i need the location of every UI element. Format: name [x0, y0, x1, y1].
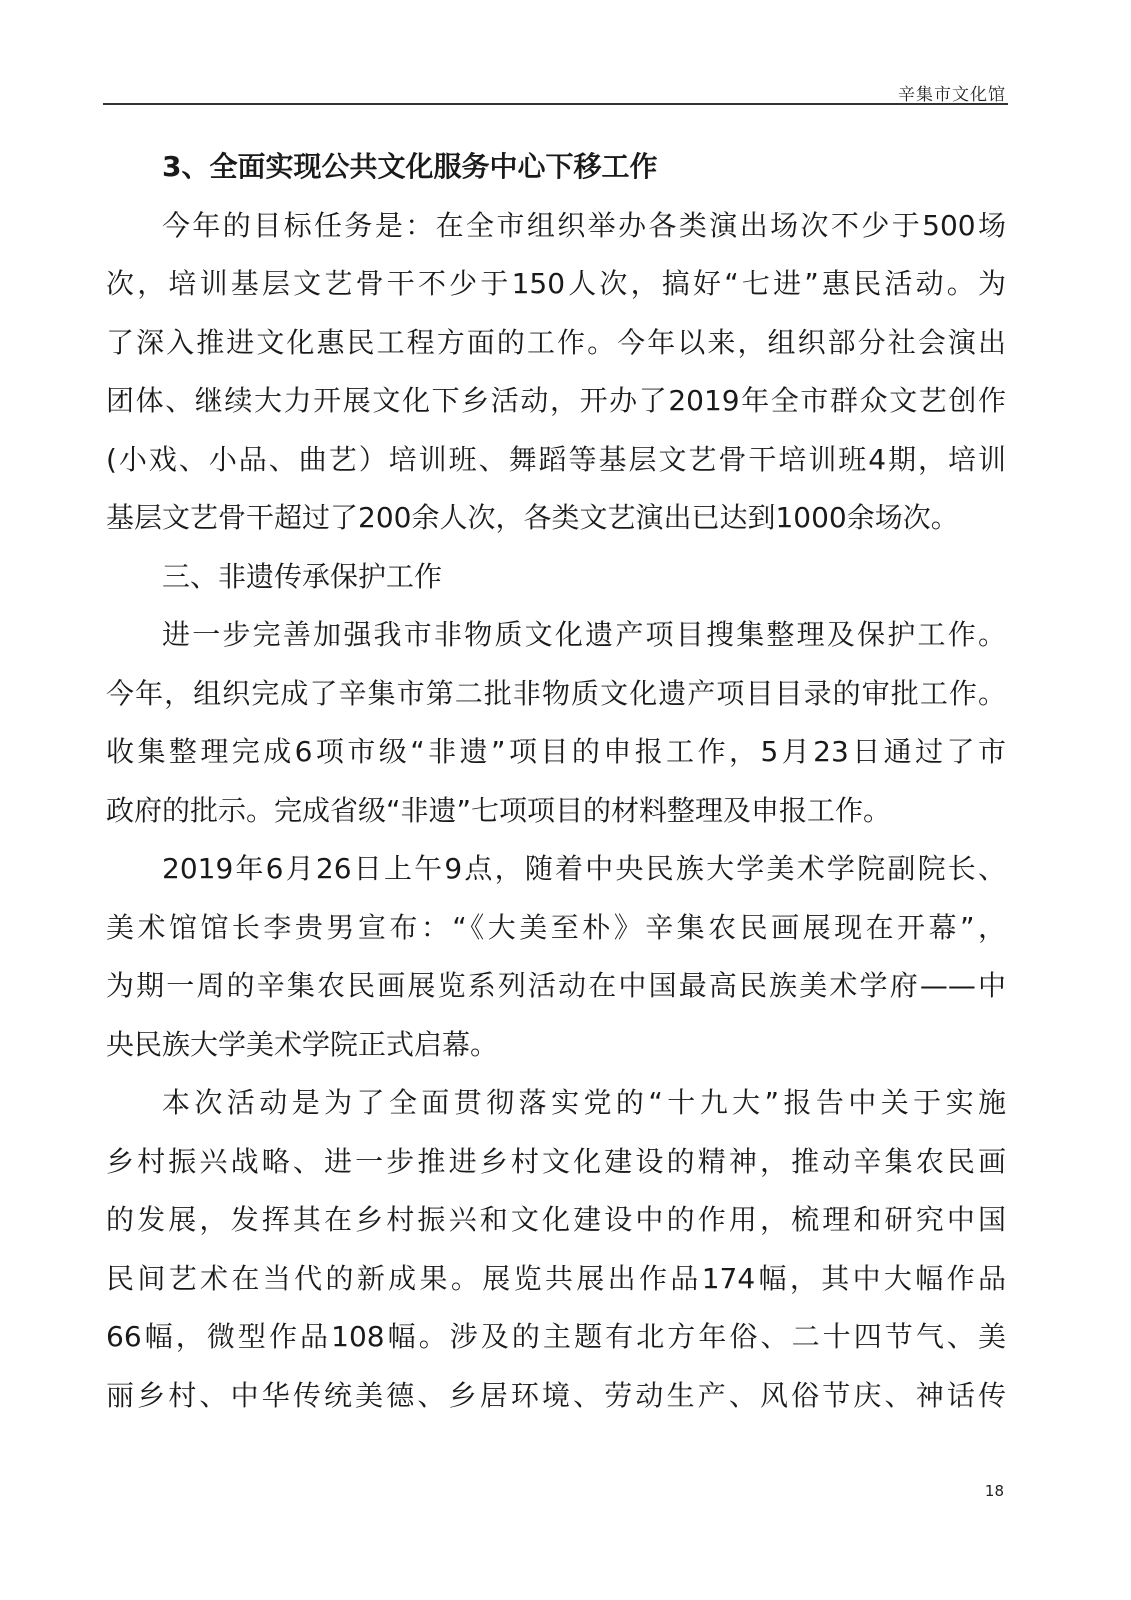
header-divider	[103, 103, 1008, 105]
paragraph-line: 本次活动是为了全面贯彻落实党的“十九大”报告中关于实施	[162, 1086, 1006, 1119]
paragraph-line: 基层文艺骨干超过了200余人次，各类文艺演出已达到1000余场次。	[106, 501, 959, 534]
paragraph-line: 央民族大学美术学院正式启幕。	[106, 1027, 499, 1061]
document-body	[106, 138, 1006, 1425]
paragraph-line: 团体、继续大力开展文化下乡活动，开办了2019年全市群众文艺创作	[106, 384, 1006, 417]
paragraph-line: 民间艺术在当代的新成果。展览共展出作品174幅，其中大幅作品	[106, 1261, 1006, 1295]
paragraph-line: 的发展，发挥其在乡村振兴和文化建设中的作用，梳理和研究中国	[106, 1203, 1006, 1236]
page-number: 18	[984, 1482, 1004, 1500]
paragraph-line: 美术馆馆长李贵男宣布：“《大美至朴》辛集农民画展现在开幕”，	[106, 910, 1006, 944]
paragraph-line: 今年的目标任务是：在全市组织举办各类演出场次不少于500场	[162, 208, 1006, 242]
paragraph-line: (小戏、小品、曲艺）培训班、舞蹈等基层文艺骨干培训班4期，培训	[106, 442, 1006, 476]
paragraph-line: 进一步完善加强我市非物质文化遗产项目搜集整理及保护工作。	[162, 618, 1006, 651]
paragraph-line: 丽乡村、中华传统美德、乡居环境、劳动生产、风俗节庆、神话传	[106, 1378, 1006, 1412]
paragraph-line: 2019年6月26日上午9点，随着中央民族大学美术学院副院长、	[162, 852, 1006, 885]
section-heading-3: 3、全面实现公共文化服务中心下移工作	[162, 150, 658, 183]
section-heading-three: 三、非遗传承保护工作	[162, 559, 443, 593]
header-org-name: 辛集市文化馆	[898, 85, 1006, 105]
paragraph-line: 了深入推进文化惠民工程方面的工作。今年以来，组织部分社会演出	[106, 325, 1006, 359]
paragraph-line: 66幅，微型作品108幅。涉及的主题有北方年俗、二十四节气、美	[106, 1320, 1006, 1353]
paragraph-line: 为期一周的辛集农民画展览系列活动在中国最高民族美术学府——中	[106, 969, 1006, 1002]
paragraph-line: 今年，组织完成了辛集市第二批非物质文化遗产项目目录的审批工作。	[106, 676, 1006, 710]
paragraph-line: 乡村振兴战略、进一步推进乡村文化建设的精神，推动辛集农民画	[106, 1144, 1006, 1178]
paragraph-line: 次，培训基层文艺骨干不少于150人次，搞好“七进”惠民活动。为	[106, 267, 1006, 300]
paragraph-line: 政府的批示。完成省级“非遗”七项项目的材料整理及申报工作。	[106, 793, 892, 827]
paragraph-line: 收集整理完成6项市级“非遗”项目的申报工作，5月23日通过了市	[106, 735, 1006, 768]
